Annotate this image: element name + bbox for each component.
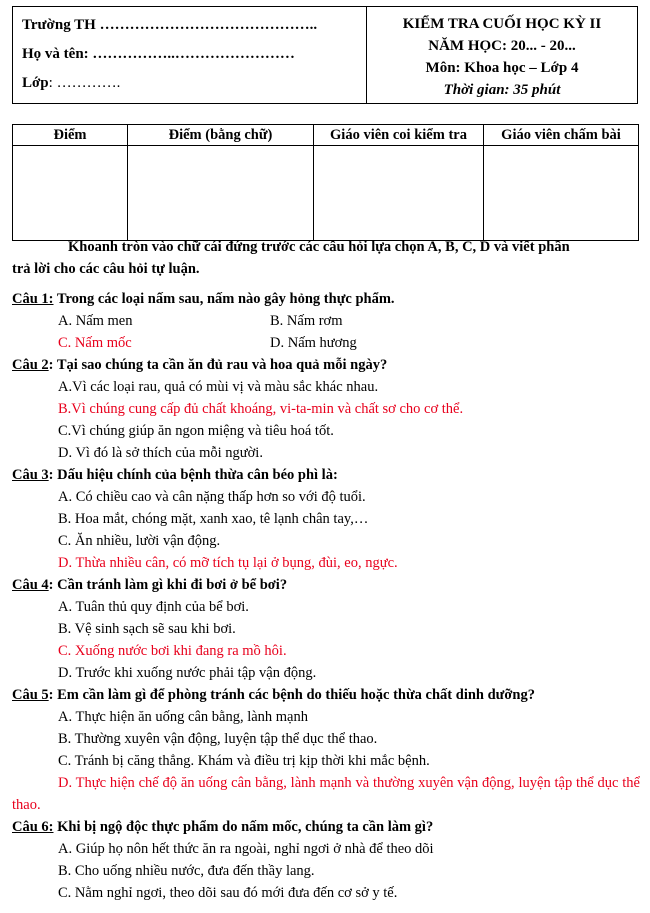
q4-option-b[interactable]: B. Vệ sinh sạch sẽ sau khi bơi.	[58, 621, 236, 637]
school-year: NĂM HỌC: 20... - 20...	[428, 38, 576, 54]
q4-option-a[interactable]: A. Tuân thủ quy định của bể bơi.	[58, 599, 249, 615]
exam-title: KIỂM TRA CUỐI HỌC KỲ II	[402, 16, 602, 32]
q3-option-a[interactable]: A. Có chiều cao và cân nặng thấp hơn so với độ tuổi.	[58, 489, 366, 505]
proctor-header: Giáo viên coi kiểm tra	[314, 125, 484, 146]
score-table	[12, 124, 639, 241]
q1-options-row-1	[12, 310, 640, 332]
score-header: Điểm	[13, 125, 128, 146]
exam-content	[12, 236, 640, 904]
q1-option-a[interactable]: A. Nấm men	[58, 313, 133, 329]
q2-option-a[interactable]: A.Vì các loại rau, quả có mùi vị và màu sắc khác nhau.	[58, 379, 379, 395]
q5-option-c[interactable]: C. Tránh bị căng thẳng. Khám và điều trị kịp thời khi mắc bệnh.	[58, 753, 430, 769]
exam-header	[12, 6, 638, 104]
q2-option-b[interactable]: B.Vì chúng cung cấp đủ chất khoáng, vi-ta-min và chất sơ cho cơ thể.	[58, 401, 464, 417]
question-6: Câu 6: Khi bị ngộ độc thực phẩm do nấm mốc, chúng ta cần làm gì?	[12, 819, 434, 835]
student-info	[13, 7, 367, 103]
question-3: Câu 3: Dấu hiệu chính của bệnh thừa cân béo phì là:	[12, 467, 338, 483]
exam-info	[367, 7, 637, 103]
question-2: Câu 2: Tại sao chúng ta cần ăn đủ rau và hoa quả mỗi ngày?	[12, 357, 388, 373]
question-5: Câu 5: Em cần làm gì để phòng tránh các bệnh do thiếu hoặc thừa chất dinh dưỡng?	[12, 687, 535, 703]
proctor-cell[interactable]	[314, 146, 484, 241]
q6-option-a[interactable]: A. Giúp họ nôn hết thức ăn ra ngoài, nghỉ ngơi ở nhà để theo dõi	[58, 841, 434, 857]
instructions-line-2: trả lời cho các câu hỏi tự luận.	[12, 261, 200, 277]
q3-option-b[interactable]: B. Hoa mắt, chóng mặt, xanh xao, tê lạnh chân tay,…	[58, 511, 369, 527]
grader-header: Giáo viên chấm bài	[484, 125, 639, 146]
q4-option-d[interactable]: D. Trước khi xuống nước phải tập vận động.	[58, 665, 317, 681]
q3-option-c[interactable]: C. Ăn nhiều, lười vận động.	[58, 533, 221, 549]
q5-option-a[interactable]: A. Thực hiện ăn uống cân bằng, lành mạnh	[58, 709, 308, 725]
subject-line: Môn: Khoa học – Lớp 4	[425, 60, 579, 76]
q1-option-d[interactable]: D. Nấm hương	[270, 335, 357, 351]
instructions-line-1: Khoanh tròn vào chữ cái đứng trước các câu hỏi lựa chọn A, B, C, D và viết phần	[68, 239, 570, 255]
q5-option-d[interactable]: D. Thực hiện chế độ ăn uống cân bằng, lành mạnh và thường xuyên vận động, luyện tập thể dục thể thao.	[12, 775, 640, 813]
q1-option-c[interactable]: C. Nấm mốc	[58, 335, 132, 351]
question-4: Câu 4: Cần tránh làm gì khi đi bơi ở bể bơi?	[12, 577, 288, 593]
q2-option-d[interactable]: D. Vì đó là sở thích của mỗi người.	[58, 445, 263, 461]
q6-option-c[interactable]: C. Nằm nghỉ ngơi, theo dõi sau đó mới đưa đến cơ sở y tế.	[58, 885, 398, 901]
score-words-header: Điểm (bằng chữ)	[128, 125, 314, 146]
q5-option-b[interactable]: B. Thường xuyên vận động, luyện tập thể dục thể thao.	[58, 731, 378, 747]
grader-cell[interactable]	[484, 146, 639, 241]
score-words-cell[interactable]	[128, 146, 314, 241]
q2-option-c[interactable]: C.Vì chúng giúp ăn ngon miệng và tiêu hoá tốt.	[58, 423, 334, 439]
school-line: Trường TH ……………………………………..	[22, 17, 318, 33]
name-line: Họ và tên: ……………..……………………	[22, 46, 295, 62]
time-line: Thời gian: 35 phút	[443, 82, 561, 98]
class-line: Lớp: ………….	[22, 75, 121, 91]
score-cell[interactable]	[13, 146, 128, 241]
q6-option-b[interactable]: B. Cho uống nhiều nước, đưa đến thầy lang.	[58, 863, 315, 879]
question-1: Câu 1: Trong các loại nấm sau, nấm nào gây hỏng thực phẩm.	[12, 291, 395, 307]
q4-option-c[interactable]: C. Xuống nước bơi khi đang ra mồ hôi.	[58, 643, 287, 659]
q3-option-d[interactable]: D. Thừa nhiều cân, có mỡ tích tụ lại ở bụng, đùi, eo, ngực.	[58, 555, 398, 571]
q1-options-row-2	[12, 332, 640, 354]
q1-option-b[interactable]: B. Nấm rơm	[270, 313, 343, 329]
